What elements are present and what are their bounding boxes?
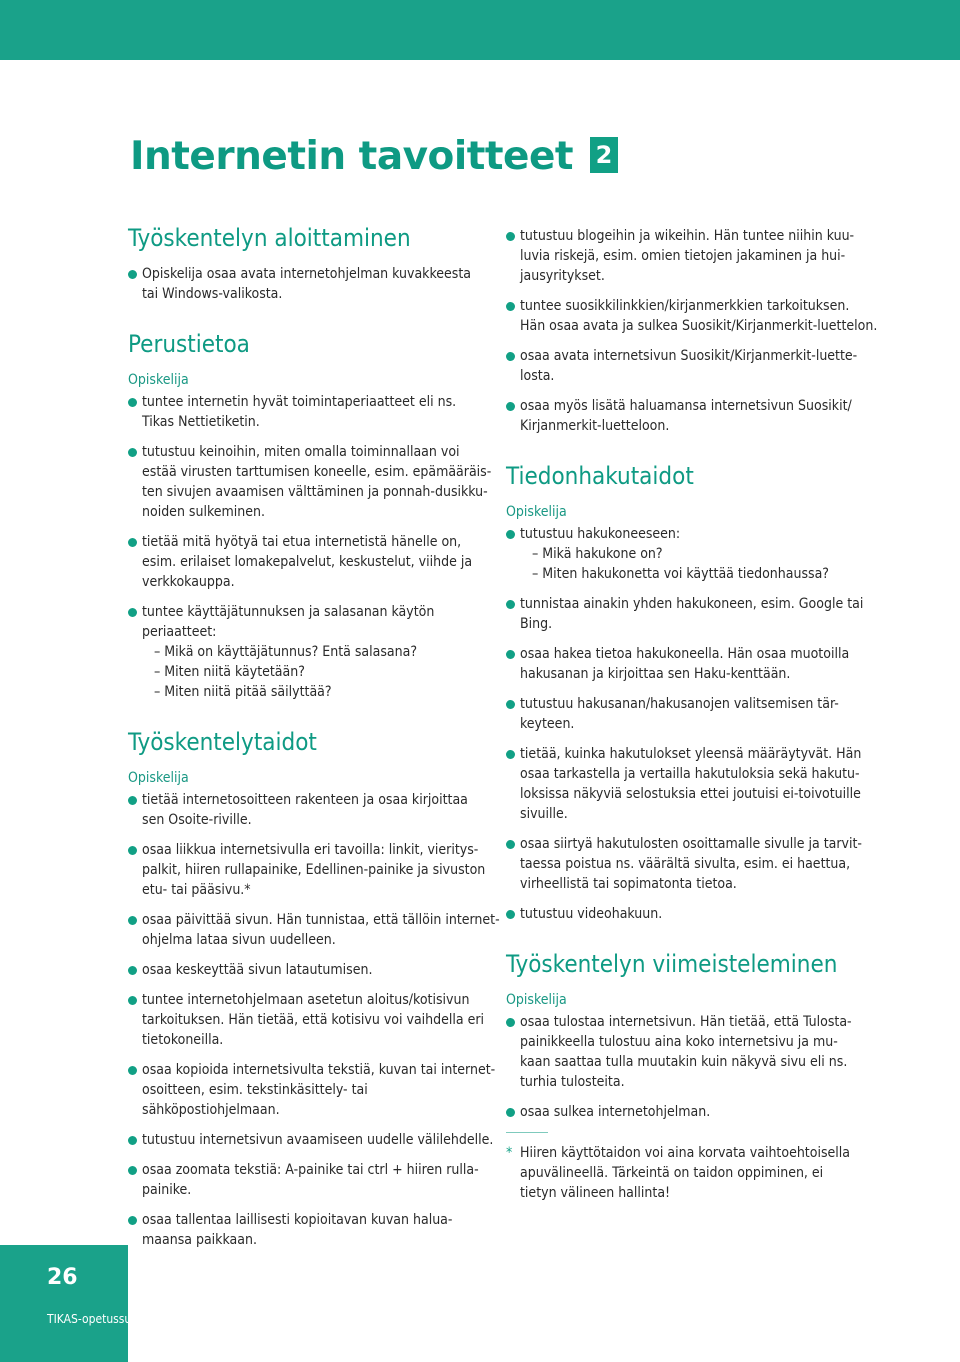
objective-text-line: tietokoneilla. [142,1032,224,1048]
objective-text-line: losta. [520,368,555,384]
objective-text-line: tuntee suosikkilinkkien/kirjanmerkkien tarkoituksen. [520,298,850,314]
objective-subitem: – Miten hakukonetta voi käyttää tiedonhaussa? [532,566,829,582]
page-number: 26 [47,1265,78,1290]
objective-subitem: – Mikä on käyttäjätunnus? Entä salasana? [154,644,418,660]
objective-text-line: osaa päivittää sivun. Hän tunnistaa, että tällöin internet- [142,912,500,928]
objective-item [128,840,508,900]
section-subject-label: Opiskelija [506,504,567,520]
objective-item [506,694,886,734]
objective-text-line: maansa paikkaan. [142,1232,257,1248]
objective-text-line: osaa siirtyä hakutulosten osoittamalle sivulle ja tarvit- [520,836,862,852]
bullet-icon [128,996,137,1005]
section-heading: Perustietoa [128,330,250,358]
objective-text-line: Bing. [520,616,553,632]
bullet-icon [506,402,515,411]
objective-text-line: tutustuu keinoihin, miten omalla toiminnallaan voi [142,444,460,460]
bullet-icon [128,1166,137,1175]
section-spacer [128,712,508,726]
section-spacer [506,446,886,460]
objective-text-line: tutustuu hakusanan/hakusanojen valitsemisen tär- [520,696,839,712]
objective-item [506,594,886,634]
objective-text-line: kaan saattaa tulla muutakin kuin näkyvä sivu eli ns. [520,1054,848,1070]
objective-list [128,264,508,304]
objective-subitem: – Miten niitä käytetään? [154,664,305,680]
right-column [506,226,886,1203]
objective-item [128,1130,508,1150]
bullet-icon [506,750,515,759]
objective-text-line: loksissa näkyviä selostuksia ettei joutuisi ei-toivotuille [520,786,861,802]
objective-list [506,226,886,436]
bullet-icon [506,1018,515,1027]
objective-item [506,226,886,286]
section-spacer [506,934,886,948]
objective-text-line: palkit, hiiren rullapainike, Edellinen-painike ja sivuston [142,862,486,878]
objective-item [128,1210,508,1250]
objective-text-line: tietää, kuinka hakutulokset yleensä määräytyvät. Hän [520,746,862,762]
objective-item [506,1012,886,1092]
objective-subitem: – Mikä hakukone on? [532,546,663,562]
objective-item [506,644,886,684]
objective-list [128,392,508,702]
objective-text-line: tutustuu videohakuun. [520,906,663,922]
objective-item [128,910,508,950]
objective-text-line: osaa myös lisätä haluamansa internetsivun Suosikit/ [520,398,852,414]
bullet-icon [506,302,515,311]
bullet-icon [128,448,137,457]
bullet-icon [128,270,137,279]
objective-text-line: tutustuu hakukoneeseen: [520,526,681,542]
objective-text-line: Tikas Nettietiketin. [142,414,260,430]
section-heading: Työskentelyn viimeisteleminen [506,950,838,978]
objective-item [506,396,886,436]
section-heading: Työskentelyn aloittaminen [128,224,411,252]
bullet-icon [128,1216,137,1225]
objective-text-line: keyteen. [520,716,575,732]
section-subject-label: Opiskelija [128,770,189,786]
page-number-box [0,1245,128,1362]
objective-text-line: virheellistä tai sopimatonta tietoa. [520,876,737,892]
section-subject-label: Opiskelija [506,992,567,1008]
objective-text-line: Opiskelija osaa avata internetohjelman kuvakkeesta [142,266,471,282]
objective-text-line: osaa sulkea internetohjelman. [520,1104,711,1120]
objective-text-line: osaa tulostaa internetsivun. Hän tietää, että Tulosta- [520,1014,852,1030]
bullet-icon [506,910,515,919]
objective-text-line: osaa kopioida internetsivulta tekstiä, kuvan tai internet- [142,1062,496,1078]
bullet-icon [506,232,515,241]
objective-text-line: estää virusten tarttumisen koneelle, esim. epämääräis- [142,464,492,480]
bullet-icon [128,1066,137,1075]
objective-text-line: tietää internetosoitteen rakenteen ja osaa kirjoittaa [142,792,468,808]
objective-text-line: noiden sulkeminen. [142,504,266,520]
objective-text-line: osoitteen, esim. tekstinkäsittely- tai sähköpostiohjelmaan. [142,1082,368,1118]
bullet-icon [128,608,137,617]
chapter-number-badge: 2 [590,137,618,173]
objective-text-line: verkkokauppa. [142,574,235,590]
objective-text-line: sen Osoite-riville. [142,812,252,828]
bullet-icon [128,398,137,407]
bullet-icon [506,530,515,539]
objective-subitem: – Miten niitä pitää säilyttää? [154,684,332,700]
section-spacer [128,314,508,328]
objective-item [506,834,886,894]
objective-text-line: ten sivujen avaamisen välttäminen ja ponnah-dusikku- [142,484,488,500]
objective-item [128,442,508,522]
bullet-icon [128,846,137,855]
objective-text-line: osaa zoomata tekstiä: A-painike tai ctrl + hiiren rulla- [142,1162,479,1178]
objective-text-line: turhia tulosteita. [520,1074,625,1090]
objective-text-line: tai Windows-valikosta. [142,286,283,302]
bullet-icon [506,1108,515,1117]
bullet-icon [506,352,515,361]
objective-text-line: osaa avata internetsivun Suosikit/Kirjanmerkit-luette- [520,348,858,364]
objective-item [128,790,508,830]
section-heading: Tiedonhakutaidot [506,462,694,490]
objective-text-line: tutustuu blogeihin ja wikeihin. Hän tuntee niihin kuu- [520,228,855,244]
objective-text-line: etu- tai pääsivu.* [142,882,251,898]
objective-item [506,1102,886,1122]
bullet-icon [506,650,515,659]
objective-text-line: Kirjanmerkit-luetteloon. [520,418,670,434]
objective-text-line: osaa tallentaa laillisesti kopioitavan kuvan halua- [142,1212,453,1228]
objective-text-line: taessa poistua ns. väärältä sivulta, esim. ei haettua, [520,856,851,872]
bullet-icon [506,600,515,609]
objective-text-line: painikkeella tulostuu aina koko internetsivu ja mu- [520,1034,838,1050]
bullet-icon [506,700,515,709]
objective-text-line: Hän osaa avata ja sulkea Suosikit/Kirjanmerkit-luettelon. [520,318,878,334]
footnote-divider [506,1132,548,1133]
objective-list [506,1012,886,1122]
left-column [128,222,508,1260]
objective-list [128,790,508,1250]
bullet-icon [128,1136,137,1145]
bullet-icon [128,538,137,547]
top-color-bar [0,0,960,60]
footnote-text-line: apuvälineellä. Tärkeintä on taidon oppiminen, ei [520,1165,824,1181]
objective-text-line: osaa liikkua internetsivulla eri tavoilla: linkit, vieritys- [142,842,479,858]
objective-item [128,264,508,304]
objective-text-line: painike. [142,1182,192,1198]
objective-item [128,960,508,980]
objective-item [506,744,886,824]
objective-item [128,602,508,702]
footnote [506,1143,886,1203]
objective-item [128,532,508,592]
section-subject-label: Opiskelija [128,372,189,388]
objective-item [506,524,886,584]
bullet-icon [128,916,137,925]
objective-text-line: tunnistaa ainakin yhden hakukoneen, esim. Google tai [520,596,864,612]
objective-item [128,990,508,1050]
objective-item [506,904,886,924]
objective-item [506,346,886,386]
objective-item [128,1060,508,1120]
bullet-icon [506,840,515,849]
objective-text-line: osaa keskeyttää sivun latautumisen. [142,962,373,978]
footnote-marker: * [506,1145,513,1161]
footnote-text-line: tietyn välineen hallinta! [520,1185,671,1201]
objective-text-line: tuntee internetin hyvät toimintaperiaatteet eli ns. [142,394,457,410]
objective-item [128,1160,508,1200]
footer-credit: TIKAS-opetussuunnitelma: Petri Ilmonen / Oppimateriaalikeskus Opike. [47,1312,429,1326]
objective-text-line: jausyritykset. [520,268,605,284]
objective-text-line: tuntee käyttäjätunnuksen ja salasanan käytön periaatteet: [142,604,435,640]
page-title: Internetin tavoitteet [130,134,574,179]
objective-text-line: hakusanan ja kirjoittaa sen Haku-kenttään. [520,666,791,682]
objective-item [128,392,508,432]
objective-item [506,296,886,336]
objective-text-line: tietää mitä hyötyä tai etua internetistä hänelle on, [142,534,462,550]
objective-text-line: tutustuu internetsivun avaamiseen uudelle välilehdelle. [142,1132,494,1148]
objective-text-line: osaa hakea tietoa hakukoneella. Hän osaa muotoilla [520,646,850,662]
objective-text-line: tarkoituksen. Hän tietää, että kotisivu voi vaihdella eri [142,1012,485,1028]
footnote-text-line: Hiiren käyttötaidon voi aina korvata vaihtoehtoisella [520,1145,850,1161]
objective-text-line: osaa tarkastella ja vertailla hakutuloksia sekä hakutu- [520,766,860,782]
objective-list [506,524,886,924]
bullet-icon [128,796,137,805]
section-heading: Työskentelytaidot [128,728,317,756]
bullet-icon [128,966,137,975]
objective-text-line: tuntee internetohjelmaan asetetun aloitus/kotisivun [142,992,470,1008]
objective-text-line: sivuille. [520,806,568,822]
objective-text-line: ohjelma lataa sivun uudelleen. [142,932,336,948]
objective-text-line: esim. erilaiset lomakepalvelut, keskustelut, viihde ja [142,554,473,570]
objective-text-line: luvia riskejä, esim. omien tietojen jakaminen ja hui- [520,248,846,264]
